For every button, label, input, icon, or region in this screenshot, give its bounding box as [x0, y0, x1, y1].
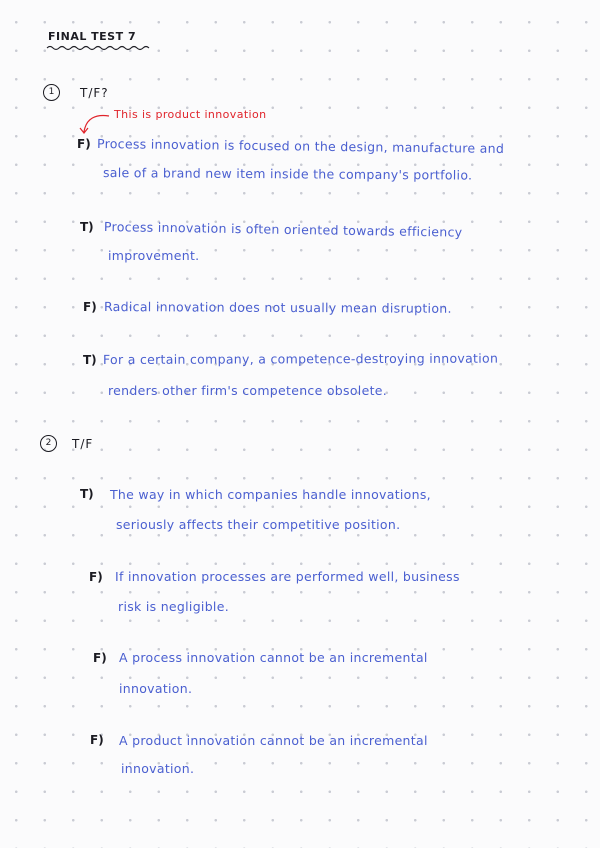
section-2-heading: T/F [72, 437, 94, 451]
statement-1-2-line-1: Process innovation is often oriented towards efficiency [103, 219, 463, 240]
statement-1-1-mark: F) [77, 137, 91, 151]
statement-2-2-line-1: If innovation processes are performed well, business [115, 569, 460, 584]
statement-1-3-line-1: Radical innovation does not usually mean disruption. [103, 299, 452, 316]
statement-1-4-line-1: For a certain company, a competence-destroying innovation [102, 350, 499, 367]
statement-2-1-line-2: seriously affects their competitive position. [116, 517, 401, 532]
statement-2-4-line-1: A product innovation cannot be an incremental [119, 733, 428, 748]
section-1-number-circle: 1 [43, 84, 60, 101]
statement-2-2-line-2: risk is negligible. [118, 599, 229, 614]
statement-1-3-mark: F) [83, 300, 97, 314]
statement-2-4-mark: F) [90, 733, 104, 747]
statement-1-2-mark: T) [80, 220, 94, 234]
title-wavy-underline [46, 45, 156, 51]
statement-2-1-line-1: The way in which companies handle innovations, [110, 487, 431, 502]
statement-1-4-line-2: renders other firm's competence obsolete. [108, 383, 388, 398]
page-title: FINAL TEST 7 [48, 30, 137, 43]
statement-1-1-line-1: Process innovation is focused on the design, manufacture and [96, 136, 505, 156]
statement-2-1-mark: T) [80, 487, 94, 501]
statement-2-3-line-1: A process innovation cannot be an incremental [119, 650, 428, 665]
section-2-number-circle: 2 [40, 435, 57, 452]
statement-1-4-mark: T) [83, 353, 97, 367]
correction-note: This is product innovation [114, 108, 267, 121]
section-1-heading: T/F? [80, 86, 109, 100]
statement-2-3-mark: F) [93, 651, 107, 665]
statement-1-2-line-2: improvement. [108, 248, 200, 263]
statement-2-4-line-2: innovation. [121, 761, 195, 776]
statement-2-2-mark: F) [89, 570, 103, 584]
correction-arrow-icon [78, 112, 112, 136]
statement-1-1-line-2: sale of a brand new item inside the company's portfolio. [102, 165, 473, 183]
statement-2-3-line-2: innovation. [119, 681, 193, 696]
